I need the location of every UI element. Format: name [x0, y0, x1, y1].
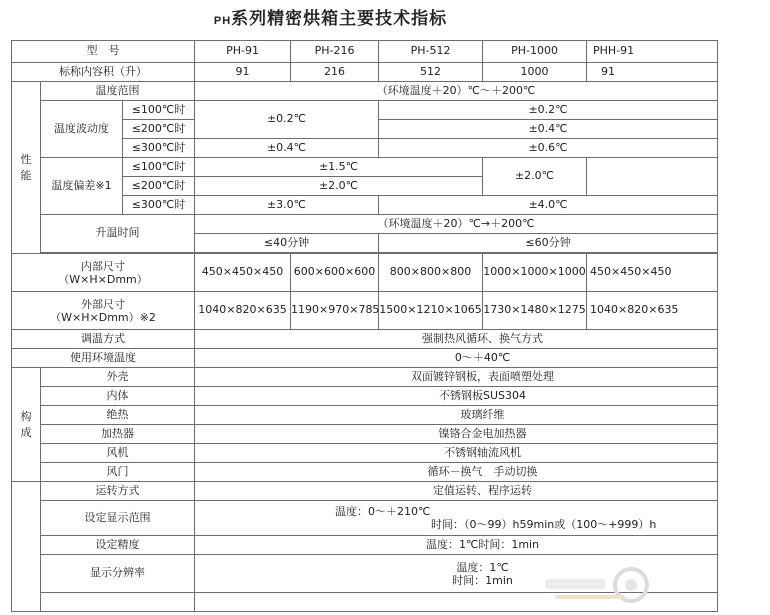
control-group-cell	[12, 482, 41, 612]
fluctuation-value: ±0.6℃	[379, 139, 718, 158]
construction-item-value: 不锈钢轴流风机	[195, 444, 718, 463]
outer-size-value: 1730×1480×1275	[483, 292, 587, 330]
operation-value: 定值运转、程序运转	[195, 482, 718, 501]
model-col-1: PH-91	[195, 41, 291, 63]
fluctuation-value: ±0.4℃	[379, 120, 718, 139]
table-row	[12, 444, 718, 463]
fluctuation-cond: ≤300℃时	[123, 139, 195, 158]
env-temp-value: 0～＋40℃	[195, 349, 718, 368]
operation-label: 运转方式	[41, 482, 195, 501]
volume-label: 标称内容积（升）	[12, 63, 195, 82]
fluctuation-value: ±0.2℃	[379, 101, 718, 120]
construction-item-value: 不锈钢板SUS304	[195, 387, 718, 406]
table-row	[12, 425, 718, 444]
table-row	[12, 82, 718, 101]
temp-range-label: 温度范围	[41, 82, 195, 101]
inner-size-value: 450×450×450	[587, 254, 718, 292]
model-col-2: PH-216	[291, 41, 379, 63]
inner-size-value: 800×800×800	[379, 254, 483, 292]
volume-value: 91	[195, 63, 291, 82]
construction-item-label: 内体	[41, 387, 195, 406]
spec-table-viewport	[11, 40, 679, 615]
temp-range-value: （环境温度＋20）℃～＋200℃	[195, 82, 718, 101]
temp-mode-label: 调温方式	[12, 330, 195, 349]
inner-size-label: 内部尺寸 （W×H×Dmm）	[12, 254, 195, 292]
construction-item-label: 外壳	[41, 368, 195, 387]
deviation-value: ±2.0℃	[195, 177, 483, 196]
env-temp-label: 使用环境温度	[12, 349, 195, 368]
construction-item-value: 镍铬合金电加热器	[195, 425, 718, 444]
table-row	[12, 536, 718, 555]
construction-group-label: 构成	[12, 368, 41, 482]
outer-size-value: 1500×1210×1065	[379, 292, 483, 330]
model-col-5: PHH-91	[587, 41, 718, 63]
deviation-label: 温度偏差※1	[41, 158, 123, 215]
construction-item-label: 加热器	[41, 425, 195, 444]
volume-value: 91	[587, 63, 718, 82]
heatup-value: ≤60分钟	[379, 234, 718, 253]
deviation-value: ±1.5℃	[195, 158, 483, 177]
watermark-logo	[535, 563, 655, 611]
spec-table	[11, 40, 718, 612]
inner-size-value: 450×450×450	[195, 254, 291, 292]
performance-group-label: 性能	[12, 82, 41, 254]
volume-value: 216	[291, 63, 379, 82]
volume-value: 512	[379, 63, 483, 82]
set-accuracy-value: 温度：1℃时间：1min	[195, 536, 718, 555]
set-accuracy-label: 设定精度	[41, 536, 195, 555]
table-row	[12, 463, 718, 482]
fluctuation-value: ±0.4℃	[195, 139, 379, 158]
heatup-range: （环境温度＋20）℃→＋200℃	[195, 215, 718, 234]
set-range-time: 时间：（0～99）h59min或（100～+999）h	[431, 518, 657, 531]
fluctuation-value: ±0.2℃	[195, 101, 379, 139]
deviation-value: ±3.0℃	[195, 196, 379, 215]
table-row	[12, 254, 718, 292]
set-range-value	[195, 501, 718, 536]
resolution-time: 时间：1min	[452, 573, 513, 587]
page-title	[0, 4, 661, 29]
temp-mode-value: 强制热风循环、换气方式	[195, 330, 718, 349]
deviation-empty	[587, 158, 718, 196]
table-row	[12, 63, 718, 82]
outer-size-value: 1190×970×785	[291, 292, 379, 330]
title-prefix: PH	[213, 15, 232, 27]
deviation-value: ±2.0℃	[483, 158, 587, 196]
outer-size-value: 1040×820×635	[195, 292, 291, 330]
outer-size-label: 外部尺寸 （W×H×Dmm）※2	[12, 292, 195, 330]
volume-value: 1000	[483, 63, 587, 82]
table-row	[12, 482, 718, 501]
fluctuation-cond: ≤100℃时	[123, 101, 195, 120]
construction-item-value: 循环－换气 手动切换	[195, 463, 718, 482]
table-row	[12, 368, 718, 387]
construction-item-value: 玻璃纤维	[195, 406, 718, 425]
construction-item-label: 风门	[41, 463, 195, 482]
heatup-value: ≤40分钟	[195, 234, 379, 253]
deviation-cond: ≤300℃时	[123, 196, 195, 215]
set-range-temp: 温度：0～＋210℃	[335, 505, 431, 518]
deviation-cond: ≤200℃时	[123, 177, 195, 196]
table-row	[12, 158, 718, 177]
table-row	[12, 387, 718, 406]
title-main: 系列精密烘箱主要技术指标	[231, 9, 448, 29]
deviation-value: ±4.0℃	[379, 196, 718, 215]
construction-item-label: 绝热	[41, 406, 195, 425]
model-col-4: PH-1000	[483, 41, 587, 63]
construction-item-value: 双面镀锌钢板，表面喷塑处理	[195, 368, 718, 387]
inner-size-value: 1000×1000×1000	[483, 254, 587, 292]
resolution-label: 显示分辨率	[41, 555, 195, 593]
fluctuation-cond: ≤200℃时	[123, 120, 195, 139]
set-range-label: 设定显示范围	[41, 501, 195, 536]
outer-size-value: 1040×820×635	[587, 292, 718, 330]
model-col-3: PH-512	[379, 41, 483, 63]
table-row	[12, 406, 718, 425]
table-row	[12, 501, 718, 536]
table-row	[12, 215, 718, 234]
deviation-cond: ≤100℃时	[123, 158, 195, 177]
table-row	[12, 349, 718, 368]
fluctuation-label: 温度波动度	[41, 101, 123, 158]
table-row	[12, 330, 718, 349]
table-row	[12, 292, 718, 330]
model-label: 型 号	[12, 41, 195, 63]
construction-item-label: 风机	[41, 444, 195, 463]
heatup-label: 升温时间	[41, 215, 195, 253]
table-row	[12, 101, 718, 120]
table-row	[12, 41, 718, 63]
inner-size-value: 600×600×600	[291, 254, 379, 292]
resolution-temp: 温度：1℃	[456, 560, 509, 574]
